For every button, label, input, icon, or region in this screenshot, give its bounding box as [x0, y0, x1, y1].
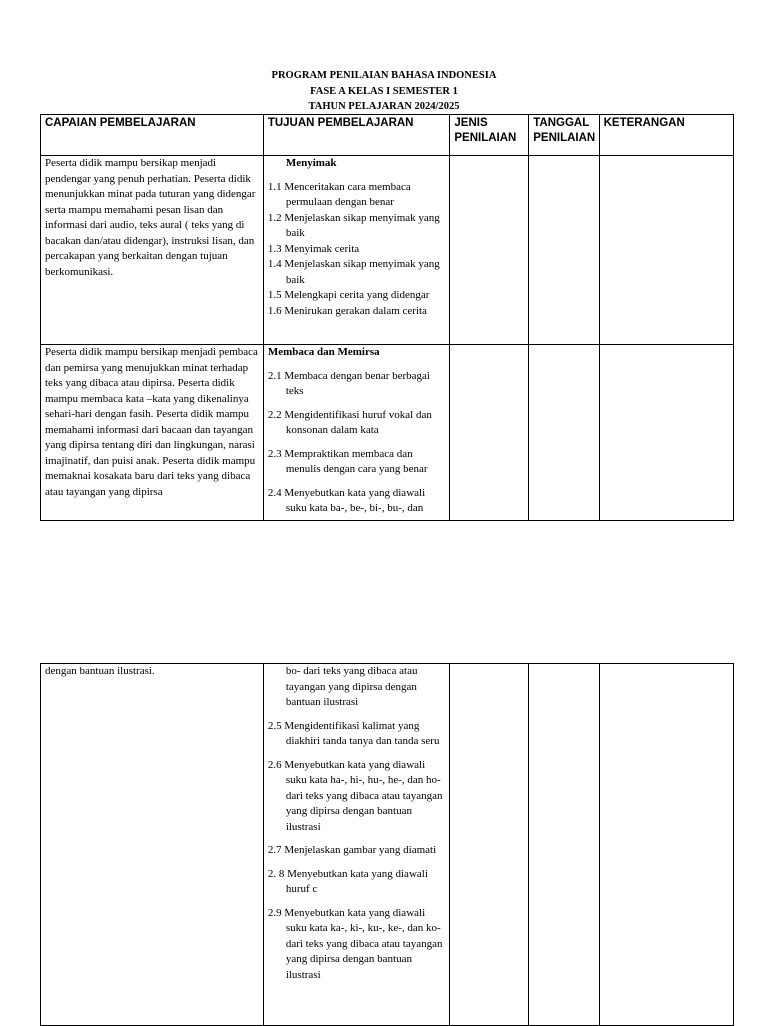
objective-item: 1.4 Menjelaskan sikap menyimak yang baik: [267, 258, 440, 286]
document-title: [0, 68, 768, 115]
capaian-cell: [41, 156, 264, 345]
objective-item: 1.6 Menirukan gerakan dalam cerita: [267, 304, 427, 317]
assessment-table-page-2: [40, 663, 734, 1026]
objective-item: 1.2 Menjelaskan sikap menyimak yang baik: [267, 211, 440, 239]
table-row-membaca-continued: [41, 664, 734, 1026]
capaian-text: dengan bantuan ilustrasi.: [45, 665, 155, 677]
objective-item: 2.2 Mengidentifikasi huruf vokal dan konsonan dalam kata: [267, 408, 432, 436]
objective-item: 1.5 Melengkapi cerita yang didengar: [267, 289, 430, 301]
tanggal-cell: [529, 345, 599, 521]
tanggal-cell: [529, 156, 599, 345]
keterangan-cell: [599, 156, 733, 345]
table-header-row: [41, 115, 734, 156]
title-line-2: FASE A KELAS I SEMESTER 1: [310, 85, 458, 97]
capaian-cell: [41, 664, 264, 1026]
header-tanggal: TANGGAL PENILAIAN: [529, 115, 599, 156]
title-line-3: TAHUN PELAJARAN 2024/2025: [308, 101, 460, 112]
objective-item: 2.4 Menyebutkan kata yang diawali suku kata ba-, be-, bi-, bu-, dan: [267, 486, 426, 514]
section-title: Membaca dan Memirsa: [267, 346, 380, 358]
tujuan-cell: [263, 156, 450, 345]
objective-item: 2.9 Menyebutkan kata yang diawali suku kata ka-, ki-, ku-, ke-, dan ko- dari teks yang dibaca atau tayangan yang dipirsa dengan bantuan ilustrasi: [267, 906, 443, 981]
objective-item: 1.1 Menceritakan cara membaca permulaan dengan benar: [267, 180, 411, 208]
tanggal-cell: [529, 664, 599, 1026]
tujuan-cell: [263, 664, 450, 1026]
section-title: Menyimak: [285, 157, 337, 169]
jenis-cell: [450, 345, 529, 521]
title-line-1: PROGRAM PENILAIAN BAHASA INDONESIA: [271, 70, 497, 81]
assessment-table-page-1: [40, 114, 734, 521]
capaian-text: Peserta didik mampu bersikap menjadi pembaca dan pemirsa yang menujukkan minat terhadap teks yang dibaca atau dipirsa. Peserta didik mampu membaca kata –kata yang dikenalinya sehari-hari dengan fasih. Peserta didik mampu memahami informasi dari bacaan dan tayangan yang dipirsa tentang diri dan lingkungan, narasi imajinatif, dan puisi anak. Peserta didik mampu memaknai kosakata baru dari teks yang dibaca atau tayangan yang dipirsa: [45, 346, 258, 498]
objective-item: 2.5 Mengidentifikasi kalimat yang diakhiri tanda tanya dan tanda seru: [267, 719, 440, 747]
header-jenis: JENIS PENILAIAN: [450, 115, 529, 156]
objective-continuation: bo- dari teks yang dibaca atau tayangan yang dipirsa dengan bantuan ilustrasi: [285, 665, 418, 708]
objective-item: 2.3 Mempraktikan membaca dan menulis dengan cara yang benar: [267, 447, 428, 475]
keterangan-cell: [599, 664, 733, 1026]
capaian-cell: [41, 345, 264, 521]
objective-item: 2. 8 Menyebutkan kata yang diawali huruf c: [267, 867, 428, 895]
objective-item: 2.7 Menjelaskan gambar yang diamati: [267, 844, 437, 856]
header-keterangan: KETERANGAN: [599, 115, 733, 156]
table-row-menyimak: [41, 156, 734, 345]
keterangan-cell: [599, 345, 733, 521]
header-tujuan: TUJUAN PEMBELAJARAN: [263, 115, 450, 156]
capaian-text: Peserta didik mampu bersikap menjadi pendengar yang penuh perhatian. Peserta didik menunjukkan minat pada tuturan yang didengar serta mampu memahami pesan lisan dan informasi dari audio, teks aural ( teks yang di bacakan dan/atau didengar), instruksi lisan, dan percakapan yang berkaitan dengan tujuan berkomunikasi.: [45, 157, 256, 278]
tujuan-cell: [263, 345, 450, 521]
objective-item: 2.6 Menyebutkan kata yang diawali suku kata ha-, hi-, hu-, he-, dan ho- dari teks yang dibaca atau tayangan yang dipirsa dengan bantuan ilustrasi: [267, 758, 443, 833]
objective-item: 2.1 Membaca dengan benar berbagai teks: [267, 369, 430, 397]
jenis-cell: [450, 156, 529, 345]
objective-item: 1.3 Menyimak cerita: [267, 242, 360, 255]
table-row-membaca: [41, 345, 734, 521]
header-capaian: CAPAIAN PEMBELAJARAN: [41, 115, 264, 156]
jenis-cell: [450, 664, 529, 1026]
